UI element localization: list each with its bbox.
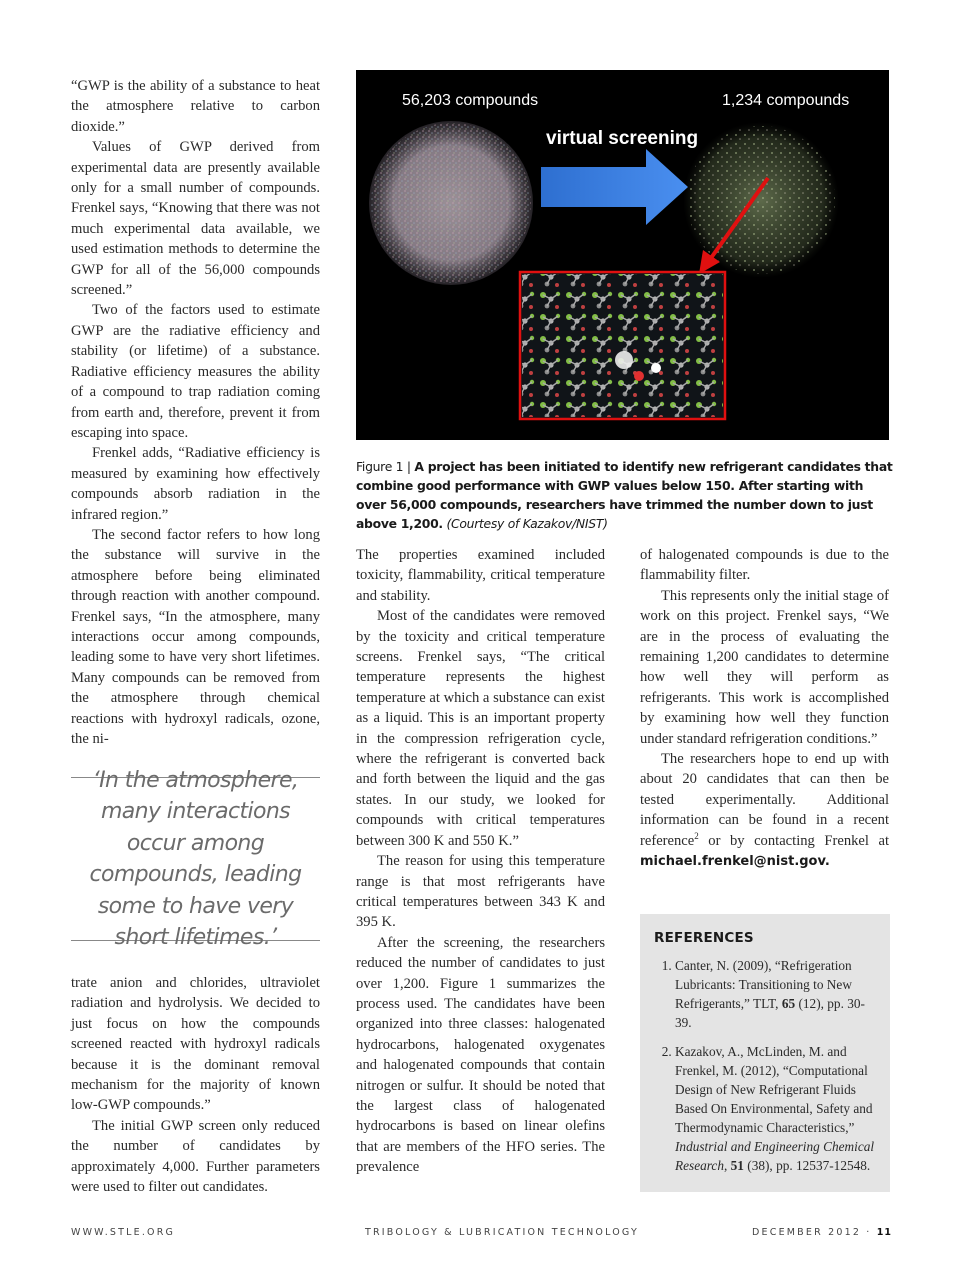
references-box: [640, 914, 890, 1192]
caption-credit: (Courtesy of Kazakov/NIST): [446, 516, 608, 531]
paragraph: Most of the candidates were removed by the toxicity and critical temperature screens. Frenkel says, “The critical temperature represents the highest temperature at which a substance can exist as a liquid. This is an important property in the compression refrigeration cycle, where the refrigerant is converted back and forth between the liquid and the gas states. In our study, we looked for compounds with critical temperatures between 300 K and 550 K.”: [356, 608, 605, 849]
references-list: [654, 956, 876, 1175]
contact-email[interactable]: michael.frenkel@nist.gov.: [640, 854, 830, 870]
figure-virtual-screening: [356, 70, 889, 440]
paragraph: Frenkel adds, “Radiative efficiency is measured by examining how effectively compounds absorb radiation in the infrared region.”: [71, 445, 320, 523]
figure-graphic: [356, 70, 889, 440]
pull-quote: ‘In the atmosphere, many interactions occur among compounds, leading some to have very short lifetimes.’: [71, 777, 320, 941]
paragraph: The properties examined included toxicity, flammability, critical temperature and stability.: [356, 547, 605, 604]
column-1-top: [71, 76, 320, 749]
references-heading: REFERENCES: [654, 930, 754, 946]
reference-volume: 51: [730, 1158, 744, 1173]
paragraph: The initial GWP screen only reduced the number of candidates by approximately 4,000. Further parameters were used to filter out candidates.: [71, 1117, 320, 1196]
paragraph: Two of the factors used to estimate GWP are the radiative efficiency and stability (or lifetime) of a substance. Radiative efficiency measures the ability of a compound to trap radiation coming from earth and, therefore, prevent it from escaping into space.: [71, 302, 320, 441]
reference-text: ,: [723, 1158, 731, 1173]
figure-left-label: 56,203 compounds: [402, 92, 539, 109]
paragraph: [640, 749, 889, 872]
page-number: 11: [876, 1227, 892, 1238]
footer-website: WWW.STLE.ORG: [71, 1227, 176, 1238]
paragraph: “GWP is the ability of a substance to heat the atmosphere relative to carbon dioxide.”: [71, 78, 320, 135]
reference-text: (38), pp. 12537-12548.: [743, 1158, 871, 1173]
column-3: [640, 545, 889, 873]
column-1-bottom: [71, 973, 320, 1197]
caption-separator: |: [406, 459, 411, 474]
paragraph: Values of GWP derived from experimental data are presently available only for a small number of compounds. Frenkel says, “Knowing that there was not much experimental data available, we used estimation methods to determine the GWP for all of the 56,000 compounds screened.”: [71, 139, 320, 299]
caption-text: A project has been initiated to identify new refrigerant candidates that combine good performance with GWP values below 150. After starting with over 56,000 compounds, researchers have trimmed the number down to just above 1,200.: [356, 459, 893, 531]
paragraph-text: The researchers hope to end up with about 20 candidates that can then be tested experimentally. Additional information can be found in a recent reference: [640, 751, 889, 849]
reference-journal: Industrial and Engineering Chemical Research: [675, 1139, 875, 1173]
footer-date: DECEMBER 2012 ·: [752, 1227, 872, 1238]
reference-marker: 2: [694, 830, 699, 841]
reference-item: [675, 1042, 876, 1175]
footer-publication: TRIBOLOGY & LUBRICATION TECHNOLOGY: [365, 1227, 639, 1238]
paragraph-text: or by contacting Frenkel at: [698, 832, 889, 849]
paragraph: The second factor refers to how long the substance will survive in the atmosphere before being eliminated through reaction with another compound. Frenkel says, “In the atmosphere, many interactions occur among compounds, leading some to have very short lifetimes. Many compounds can be removed from the atmosphere through chemical reactions with hydroxyl radicals, ozone, the ni-: [71, 526, 320, 747]
figure-arrow-label: virtual screening: [546, 128, 699, 149]
figure-right-label: 1,234 compounds: [722, 92, 850, 109]
paragraph: After the screening, the researchers reduced the number of candidates to just over 1,200. Figure 1 summarizes the process used. The candidates have been organized into three classes: halogenated hydrocarbons, halogenated oxygenates and halogenated compounds that contain nitrogen or sulfur. It should be noted that the largest class of halogenated hydrocarbons is based on linear olefins that are members of the HFO series. The prevalence: [356, 934, 605, 1176]
reference-volume: 65: [781, 996, 796, 1011]
reference-text: Canter, N. (2009), “Refrigeration Lubricants: Transitioning to New Refrigerants,” TLT,: [675, 958, 852, 1011]
paragraph: of halogenated compounds is due to the flammability filter.: [640, 547, 889, 584]
footer-issue: [752, 1227, 892, 1238]
reference-text: Kazakov, A., McLinden, M. and Frenkel, M. (2012), “Computational Design of New Refrigerant Fluids Based On Environmental, Safety and Thermodynamic Characteristics,”: [675, 1044, 873, 1135]
screening-arrow: [541, 149, 688, 225]
paragraph: This represents only the initial stage of work on this project. Frenkel says, “We are in the process of evaluating the remaining 1,200 candidates to determine how well they will perform as refrigerants. This work is accomplished by examining how well they function under standard refrigeration conditions.”: [640, 587, 889, 747]
paragraph: trate anion and chlorides, ultraviolet radiation and hydrolysis. We decided to just focus on how the compounds screened reacted with hydroxyl radicals because it is the dominant removal mechanism for the majority of known low-GWP compounds.”: [71, 975, 320, 1114]
reference-item: [675, 956, 876, 1032]
paragraph: The reason for using this temperature range is that most refrigerants have critical temperatures between 343 K and 395 K.: [356, 853, 605, 931]
figure-caption: [356, 457, 896, 533]
caption-label: Figure 1: [356, 459, 404, 474]
column-2: [356, 545, 605, 1178]
reference-text: (12), pp. 30-39.: [675, 996, 865, 1030]
